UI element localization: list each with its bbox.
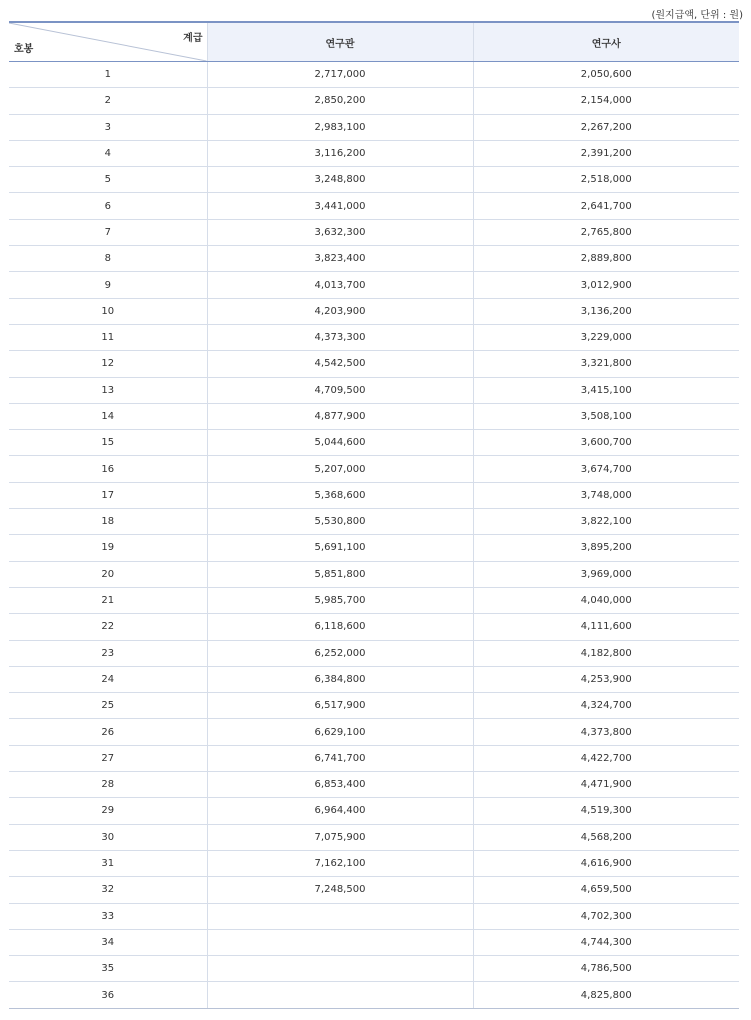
table-row bbox=[9, 88, 739, 114]
cell-researcher-pay: 3,415,100 bbox=[473, 377, 739, 403]
cell-step: 12 bbox=[9, 351, 207, 377]
cell-step: 24 bbox=[9, 666, 207, 692]
cell-step: 10 bbox=[9, 298, 207, 324]
cell-researcher-pay: 3,822,100 bbox=[473, 509, 739, 535]
cell-step: 21 bbox=[9, 587, 207, 613]
cell-researcher-pay: 3,895,200 bbox=[473, 535, 739, 561]
table-row bbox=[9, 351, 739, 377]
table-row bbox=[9, 456, 739, 482]
cell-researcher-pay: 3,321,800 bbox=[473, 351, 739, 377]
table-row bbox=[9, 272, 739, 298]
cell-senior-researcher-pay: 3,823,400 bbox=[207, 246, 473, 272]
table-row bbox=[9, 430, 739, 456]
cell-senior-researcher-pay: 6,118,600 bbox=[207, 614, 473, 640]
cell-researcher-pay: 4,744,300 bbox=[473, 929, 739, 955]
cell-senior-researcher-pay bbox=[207, 956, 473, 982]
cell-step: 18 bbox=[9, 509, 207, 535]
cell-step: 6 bbox=[9, 193, 207, 219]
cell-researcher-pay: 4,182,800 bbox=[473, 640, 739, 666]
cell-step: 27 bbox=[9, 745, 207, 771]
cell-step: 7 bbox=[9, 219, 207, 245]
cell-researcher-pay: 4,111,600 bbox=[473, 614, 739, 640]
cell-senior-researcher-pay: 4,013,700 bbox=[207, 272, 473, 298]
cell-senior-researcher-pay: 7,075,900 bbox=[207, 824, 473, 850]
table-row bbox=[9, 772, 739, 798]
cell-researcher-pay: 4,373,800 bbox=[473, 719, 739, 745]
table-row bbox=[9, 561, 739, 587]
table-row bbox=[9, 62, 739, 88]
cell-researcher-pay: 2,518,000 bbox=[473, 167, 739, 193]
cell-step: 31 bbox=[9, 850, 207, 876]
cell-step: 25 bbox=[9, 693, 207, 719]
cell-step: 13 bbox=[9, 377, 207, 403]
table-row bbox=[9, 298, 739, 324]
table-row bbox=[9, 535, 739, 561]
unit-note: (원지급액, 단위 : 원) bbox=[651, 10, 743, 21]
cell-senior-researcher-pay: 7,248,500 bbox=[207, 877, 473, 903]
cell-step: 8 bbox=[9, 246, 207, 272]
cell-senior-researcher-pay: 3,441,000 bbox=[207, 193, 473, 219]
cell-senior-researcher-pay bbox=[207, 903, 473, 929]
cell-researcher-pay: 3,674,700 bbox=[473, 456, 739, 482]
table-row bbox=[9, 824, 739, 850]
cell-senior-researcher-pay: 3,248,800 bbox=[207, 167, 473, 193]
cell-step: 32 bbox=[9, 877, 207, 903]
cell-senior-researcher-pay: 2,717,000 bbox=[207, 62, 473, 88]
table-row bbox=[9, 614, 739, 640]
table-row bbox=[9, 403, 739, 429]
cell-step: 29 bbox=[9, 798, 207, 824]
table-row bbox=[9, 877, 739, 903]
table-row bbox=[9, 719, 739, 745]
cell-senior-researcher-pay: 3,116,200 bbox=[207, 140, 473, 166]
table-row bbox=[9, 693, 739, 719]
cell-step: 19 bbox=[9, 535, 207, 561]
table-row bbox=[9, 482, 739, 508]
cell-step: 17 bbox=[9, 482, 207, 508]
table-row bbox=[9, 219, 739, 245]
cell-researcher-pay: 4,324,700 bbox=[473, 693, 739, 719]
cell-researcher-pay: 2,154,000 bbox=[473, 88, 739, 114]
cell-researcher-pay: 4,568,200 bbox=[473, 824, 739, 850]
cell-senior-researcher-pay: 5,044,600 bbox=[207, 430, 473, 456]
table-row bbox=[9, 956, 739, 982]
cell-step: 14 bbox=[9, 403, 207, 429]
cell-senior-researcher-pay bbox=[207, 982, 473, 1008]
cell-researcher-pay: 2,267,200 bbox=[473, 114, 739, 140]
cell-senior-researcher-pay: 6,741,700 bbox=[207, 745, 473, 771]
table-row bbox=[9, 114, 739, 140]
cell-researcher-pay: 3,508,100 bbox=[473, 403, 739, 429]
cell-researcher-pay: 3,136,200 bbox=[473, 298, 739, 324]
table-row bbox=[9, 666, 739, 692]
table-row bbox=[9, 640, 739, 666]
table-row bbox=[9, 850, 739, 876]
cell-step: 26 bbox=[9, 719, 207, 745]
column-header-researcher: 연구사 bbox=[473, 22, 739, 62]
diagonal-divider bbox=[9, 23, 207, 61]
cell-senior-researcher-pay: 5,368,600 bbox=[207, 482, 473, 508]
table-row bbox=[9, 745, 739, 771]
cell-senior-researcher-pay: 4,542,500 bbox=[207, 351, 473, 377]
cell-researcher-pay: 2,889,800 bbox=[473, 246, 739, 272]
cell-step: 9 bbox=[9, 272, 207, 298]
cell-senior-researcher-pay: 5,207,000 bbox=[207, 456, 473, 482]
cell-researcher-pay: 4,786,500 bbox=[473, 956, 739, 982]
header-corner-cell bbox=[9, 22, 207, 62]
cell-senior-researcher-pay: 6,517,900 bbox=[207, 693, 473, 719]
cell-researcher-pay: 4,616,900 bbox=[473, 850, 739, 876]
cell-step: 28 bbox=[9, 772, 207, 798]
cell-researcher-pay: 4,253,900 bbox=[473, 666, 739, 692]
table-row bbox=[9, 798, 739, 824]
cell-step: 34 bbox=[9, 929, 207, 955]
table-row bbox=[9, 246, 739, 272]
table-row bbox=[9, 140, 739, 166]
cell-step: 30 bbox=[9, 824, 207, 850]
cell-researcher-pay: 3,969,000 bbox=[473, 561, 739, 587]
cell-step: 36 bbox=[9, 982, 207, 1008]
cell-step: 2 bbox=[9, 88, 207, 114]
cell-step: 35 bbox=[9, 956, 207, 982]
cell-senior-researcher-pay: 6,629,100 bbox=[207, 719, 473, 745]
table-row bbox=[9, 587, 739, 613]
cell-researcher-pay: 2,050,600 bbox=[473, 62, 739, 88]
cell-senior-researcher-pay: 5,530,800 bbox=[207, 509, 473, 535]
cell-researcher-pay: 4,519,300 bbox=[473, 798, 739, 824]
cell-senior-researcher-pay bbox=[207, 929, 473, 955]
cell-researcher-pay: 2,641,700 bbox=[473, 193, 739, 219]
cell-senior-researcher-pay: 4,203,900 bbox=[207, 298, 473, 324]
table-row bbox=[9, 509, 739, 535]
cell-researcher-pay: 3,600,700 bbox=[473, 430, 739, 456]
cell-step: 5 bbox=[9, 167, 207, 193]
cell-researcher-pay: 4,040,000 bbox=[473, 587, 739, 613]
cell-step: 4 bbox=[9, 140, 207, 166]
table-row bbox=[9, 982, 739, 1008]
cell-researcher-pay: 4,659,500 bbox=[473, 877, 739, 903]
cell-senior-researcher-pay: 5,851,800 bbox=[207, 561, 473, 587]
cell-researcher-pay: 4,702,300 bbox=[473, 903, 739, 929]
header-row bbox=[9, 22, 739, 62]
table-row bbox=[9, 903, 739, 929]
cell-researcher-pay: 3,229,000 bbox=[473, 324, 739, 350]
column-header-senior-researcher: 연구관 bbox=[207, 22, 473, 62]
cell-step: 3 bbox=[9, 114, 207, 140]
cell-senior-researcher-pay: 7,162,100 bbox=[207, 850, 473, 876]
cell-step: 16 bbox=[9, 456, 207, 482]
corner-label-grade: 계급 bbox=[183, 33, 203, 44]
cell-step: 23 bbox=[9, 640, 207, 666]
cell-senior-researcher-pay: 3,632,300 bbox=[207, 219, 473, 245]
cell-researcher-pay: 4,422,700 bbox=[473, 745, 739, 771]
cell-senior-researcher-pay: 4,709,500 bbox=[207, 377, 473, 403]
cell-senior-researcher-pay: 2,850,200 bbox=[207, 88, 473, 114]
corner-label-step: 호봉 bbox=[14, 44, 34, 55]
table-row bbox=[9, 193, 739, 219]
table-row bbox=[9, 167, 739, 193]
cell-step: 22 bbox=[9, 614, 207, 640]
cell-researcher-pay: 2,765,800 bbox=[473, 219, 739, 245]
cell-senior-researcher-pay: 5,691,100 bbox=[207, 535, 473, 561]
cell-senior-researcher-pay: 5,985,700 bbox=[207, 587, 473, 613]
cell-researcher-pay: 4,471,900 bbox=[473, 772, 739, 798]
salary-table bbox=[9, 21, 739, 1009]
cell-step: 1 bbox=[9, 62, 207, 88]
cell-researcher-pay: 3,012,900 bbox=[473, 272, 739, 298]
cell-senior-researcher-pay: 4,877,900 bbox=[207, 403, 473, 429]
cell-senior-researcher-pay: 6,964,400 bbox=[207, 798, 473, 824]
cell-senior-researcher-pay: 6,384,800 bbox=[207, 666, 473, 692]
cell-senior-researcher-pay: 4,373,300 bbox=[207, 324, 473, 350]
cell-step: 20 bbox=[9, 561, 207, 587]
cell-step: 33 bbox=[9, 903, 207, 929]
table-row bbox=[9, 324, 739, 350]
table-body bbox=[9, 62, 739, 1009]
cell-senior-researcher-pay: 2,983,100 bbox=[207, 114, 473, 140]
table-row bbox=[9, 377, 739, 403]
cell-researcher-pay: 3,748,000 bbox=[473, 482, 739, 508]
cell-step: 11 bbox=[9, 324, 207, 350]
cell-researcher-pay: 2,391,200 bbox=[473, 140, 739, 166]
cell-step: 15 bbox=[9, 430, 207, 456]
table-row bbox=[9, 929, 739, 955]
cell-senior-researcher-pay: 6,853,400 bbox=[207, 772, 473, 798]
cell-researcher-pay: 4,825,800 bbox=[473, 982, 739, 1008]
cell-senior-researcher-pay: 6,252,000 bbox=[207, 640, 473, 666]
